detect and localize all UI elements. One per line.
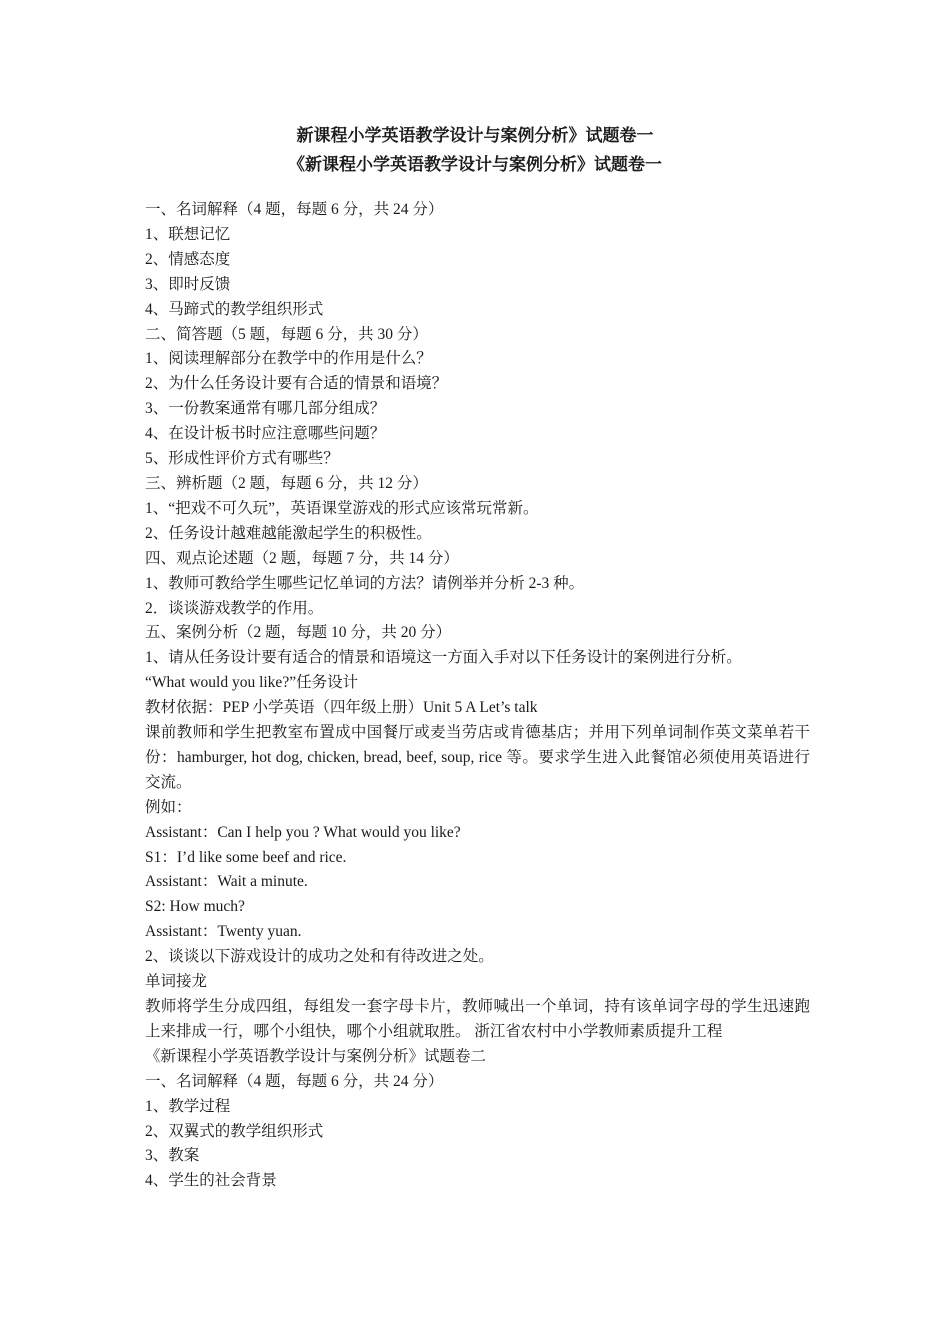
- case-source: 教材依据：PEP 小学英语（四年级上册）Unit 5 A Let’s talk: [145, 699, 538, 717]
- dialogue-line: S2: How much?: [145, 898, 245, 916]
- question-item: 1、“把戏不可久玩”，英语课堂游戏的形式应该常玩常新。: [145, 499, 539, 517]
- dialogue-line: Assistant：Twenty yuan.: [145, 923, 302, 941]
- question-item: 1、阅读理解部分在教学中的作用是什么？: [145, 350, 432, 368]
- question-item: 4、马蹄式的教学组织形式: [145, 300, 324, 318]
- question-item: 1、教学过程: [145, 1097, 231, 1115]
- question-item: 2、任务设计越难越能激起学生的积极性。: [145, 524, 432, 542]
- question-item: 2．谈谈游戏教学的作用。: [145, 599, 324, 617]
- question-item: 4、学生的社会背景: [145, 1172, 277, 1190]
- section-heading: 一、名词解释（4 题，每题 6 分，共 24 分）: [145, 201, 444, 218]
- question-item: 2、双翼式的教学组织形式: [145, 1122, 324, 1140]
- question-item: 2、为什么任务设计要有合适的情景和语境？: [145, 375, 448, 393]
- dialogue-line: S1：I’d like some beef and rice.: [145, 848, 347, 866]
- game-title: 单词接龙: [145, 973, 208, 991]
- game-paragraph: 教师将学生分成四组，每组发一套字母卡片，教师喊出一个单词，持有该单词字母的学生迅速跑上来排成一行，哪个小组快，哪个小组就取胜。 浙江省农村中小学教师素质提升工程: [145, 998, 810, 1040]
- question-item: 3、一份教案通常有哪几部分组成？: [145, 400, 386, 418]
- question-item: 1、请从任务设计要有适合的情景和语境这一方面入手对以下任务设计的案例进行分析。: [145, 649, 742, 667]
- question-item: 4、在设计板书时应注意哪些问题？: [145, 425, 386, 443]
- case-title: “What would you like?”任务设计: [145, 674, 359, 692]
- section-heading: 二、简答题（5 题，每题 6 分，共 30 分）: [145, 325, 428, 343]
- question-item: 1、教师可教给学生哪些记忆单词的方法？请例举并分析 2-3 种。: [145, 574, 585, 592]
- example-label: 例如：: [145, 798, 192, 816]
- section-heading: 三、辨析题（2 题，每题 6 分，共 12 分）: [145, 474, 428, 492]
- section-heading: 一、名词解释（4 题，每题 6 分，共 24 分）: [145, 1072, 444, 1090]
- document-title: 《新课程小学英语教学设计与案例分析》试题卷一: [288, 155, 662, 174]
- second-paper-title: 《新课程小学英语教学设计与案例分析》试题卷二: [145, 1047, 487, 1065]
- question-item: 2、情感态度: [145, 250, 231, 268]
- case-paragraph: 课前教师和学生把教室布置成中国餐厅或麦当劳店或肯德基店；并用下列单词制作英文菜单若干份：hamburger, hot dog, chicken, bread, beef, soup, rice 等。要求学生进入此餐馆必须使用英语进行交流。: [145, 724, 810, 791]
- question-item: 5、形成性评价方式有哪些？: [145, 450, 339, 468]
- dialogue-line: Assistant：Can I help you ? What would you like?: [145, 823, 461, 841]
- section-heading: 四、观点论述题（2 题，每题 7 分，共 14 分）: [145, 549, 459, 567]
- question-item: 3、即时反馈: [145, 275, 231, 293]
- document-title: 新课程小学英语教学设计与案例分析》试题卷一: [296, 126, 654, 145]
- section-heading: 五、案例分析（2 题，每题 10 分，共 20 分）: [145, 624, 452, 642]
- question-item: 1、联想记忆: [145, 225, 231, 243]
- question-item: 3、教案: [145, 1147, 200, 1165]
- question-item: 2、谈谈以下游戏设计的成功之处和有待改进之处。: [145, 948, 494, 966]
- document-body: [145, 198, 810, 1194]
- dialogue-line: Assistant：Wait a minute.: [145, 873, 308, 891]
- title-block: [0, 121, 950, 179]
